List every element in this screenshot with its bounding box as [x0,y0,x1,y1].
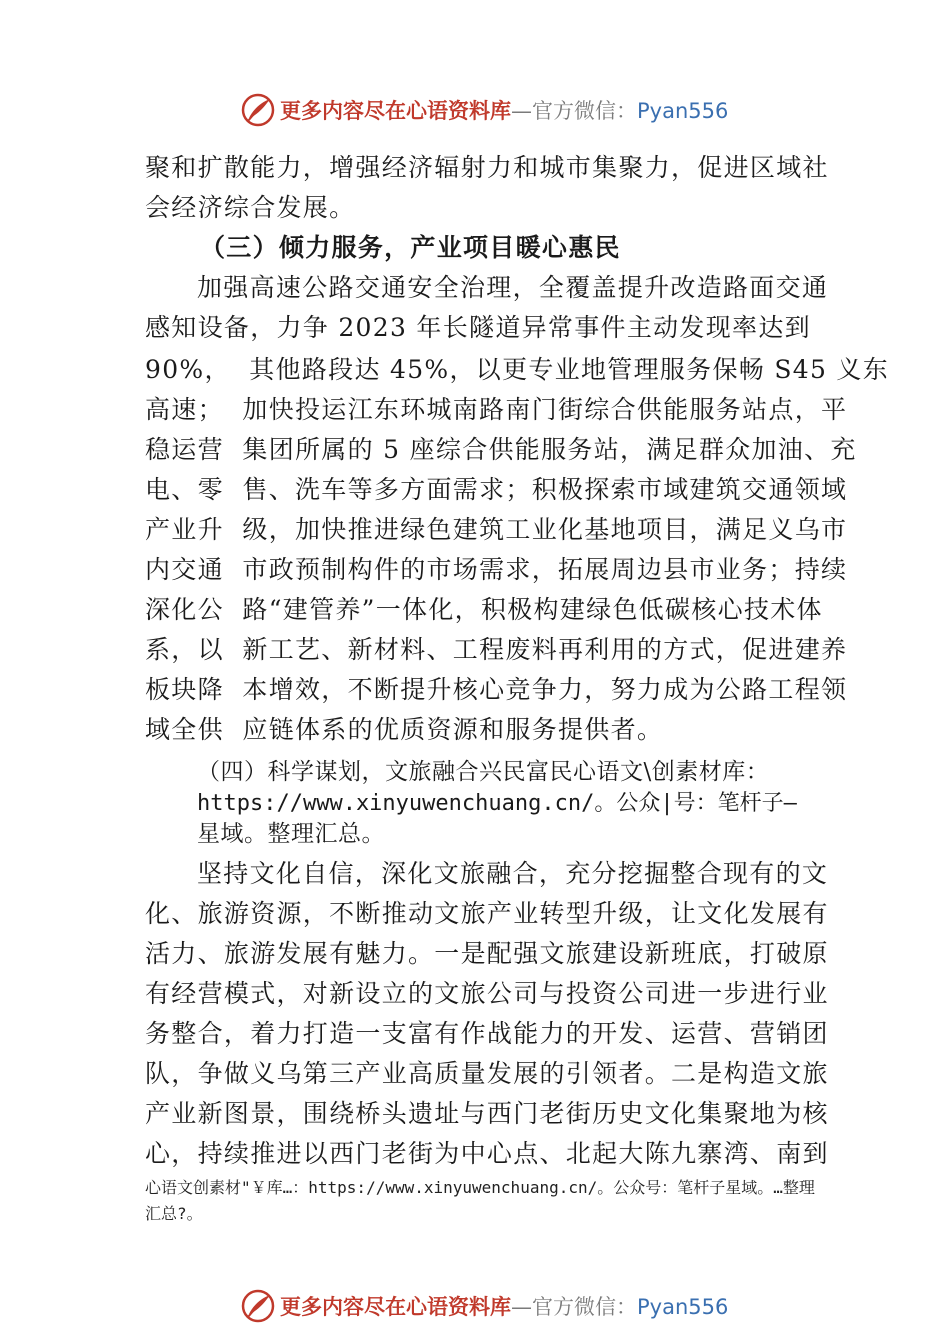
body-line: 电、零 售、洗车等多方面需求；积极探索市域建筑交通领域 [145,475,848,504]
body-line: 务整合，着力打造一支富有作战能力的开发、运营、营销团 [145,1019,829,1048]
banner-site-name: 更多内容尽在心语资料库 [280,1295,511,1319]
footer-banner [0,1288,950,1328]
body-line: 域全供 应链体系的优质资源和服务提供者。 [145,715,664,744]
body-line: 化、旅游资源，不断推动文旅产业转型升级，让文化发展有 [145,899,829,928]
body-line: 内交通 市政预制构件的市场需求，拓展周边县市业务；持续 [145,555,848,584]
banner-text [280,1292,728,1322]
body-line: 90%， 其他路段达 45%，以更专业地管理服务保畅 S45 义东 [145,355,890,384]
footnote-line: 汇总?。 [145,1204,203,1223]
feather-pen-logo-icon [240,92,276,128]
body-line: 稳运营 集团所属的 5 座综合供能服务站，满足群众加油、充 [145,435,857,464]
body-line: 高速； 加快投运江东环城南路南门街综合供能服务站点，平 [145,395,848,424]
body-line: 感知设备，力争 2023 年长隧道异常事件主动发现率达到 [145,313,811,342]
body-line: 星域。整理汇总。 [197,821,385,847]
body-line-url: https://www.xinyuwenchuang.cn/。公众|号：笔杆子— [197,791,797,816]
body-line: 产业新图景，围绕桥头遗址与西门老街历史文化集聚地为核 [145,1099,829,1128]
body-line: 系，以 新工艺、新材料、工程废料再利用的方式，促进建养 [145,635,848,664]
banner-wechat-label: —官方微信： [511,99,637,123]
body-line: 板块降 本增效，不断提升核心竞争力，努力成为公路工程领 [145,675,848,704]
body-line: 有经营模式，对新设立的文旅公司与投资公司进一步进行业 [145,979,829,1008]
banner-site-name: 更多内容尽在心语资料库 [280,99,511,123]
banner-wechat-label: —官方微信： [511,1295,637,1319]
footnote-line: 心语文创素材"￥库…：https://www.xinyuwenchuang.cn/。公众号：笔杆子星域。…整理 [145,1178,815,1197]
banner-text [280,96,728,126]
banner-wechat-id: Pyan556 [637,1295,729,1319]
section-heading-4: （四）科学谋划，文旅融合兴民富民心语文\创素材库： [197,759,770,785]
body-line: 活力、旅游发展有魅力。一是配强文旅建设新班底，打破原 [145,939,829,968]
banner-wechat-id: Pyan556 [637,99,729,123]
feather-pen-logo-icon [240,1288,276,1324]
header-banner [0,92,950,132]
body-line: 聚和扩散能力，增强经济辐射力和城市集聚力，促进区域社 [145,153,829,182]
body-line: 会经济综合发展。 [145,193,356,222]
body-line: 坚持文化自信，深化文旅融合，充分挖掘整合现有的文 [197,859,829,888]
body-line: 深化公 路“建管养”一体化，积极构建绿色低碳核心技术体 [145,595,823,624]
body-line: 队，争做义乌第三产业高质量发展的引领者。二是构造文旅 [145,1059,829,1088]
section-heading-3: （三）倾力服务，产业项目暖心惠民 [200,233,621,262]
body-line: 心，持续推进以西门老街为中心点、北起大陈九寨湾、南到 [145,1139,829,1168]
body-line: 产业升 级，加快推进绿色建筑工业化基地项目，满足义乌市 [145,515,848,544]
body-line: 加强高速公路交通安全治理，全覆盖提升改造路面交通 [197,273,829,302]
